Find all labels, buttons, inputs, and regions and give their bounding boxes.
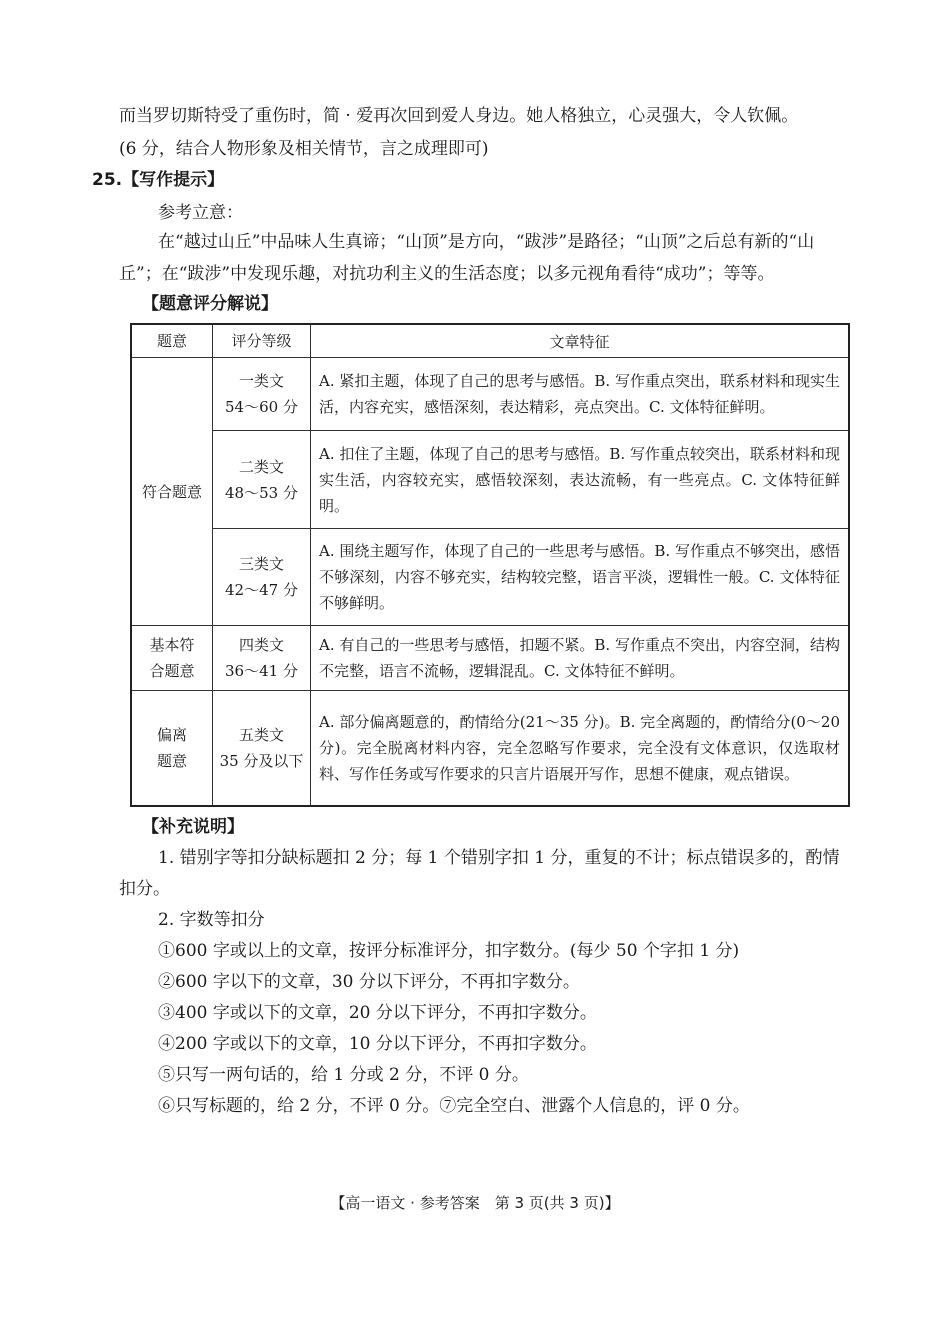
grade-cell	[213, 431, 311, 529]
table-header-row	[131, 324, 849, 358]
reference-line-1: 在“越过山丘”中品味人生真谛；“山顶”是方向，“跋涉”是路径；“山顶”之后总有新的“山	[158, 232, 815, 252]
question-25-heading: 25.【写作提示】	[92, 170, 225, 190]
topic-cell-match: 符合题意	[131, 358, 213, 626]
grade-cell	[213, 529, 311, 626]
reference-label: 参考立意：	[158, 203, 243, 223]
table-row	[131, 358, 849, 431]
grading-table	[130, 323, 850, 807]
grade-name: 一类文	[238, 372, 284, 390]
supplement-item-1-line-2: 扣分。	[119, 879, 170, 899]
supplement-heading: 【补充说明】	[142, 817, 244, 837]
page-footer: 【高一语文 · 参考答案 第 3 页(共 3 页)】	[330, 1194, 620, 1212]
table-row	[131, 529, 849, 626]
header-grade: 评分等级	[213, 324, 311, 358]
table-row	[131, 431, 849, 529]
grade-range: 42～47 分	[225, 581, 298, 599]
grade-name: 三类文	[238, 555, 284, 573]
grade-range: 36～41 分	[225, 662, 298, 680]
feature-cell: A. 有自己的一些思考与感悟，扣题不紧。B. 写作重点不突出，内容空洞，结构不完整，语言不流畅，逻辑混乱。C. 文体特征不鲜明。	[311, 626, 850, 691]
rule-1: ①600 字或以上的文章，按评分标准评分，扣字数分。(每少 50 个字扣 1 分)	[158, 941, 740, 961]
grade-range: 48～53 分	[225, 483, 298, 502]
rule-6: ⑥只写标题的，给 2 分，不评 0 分。⑦完全空白、泄露个人信息的，评 0 分。	[158, 1096, 750, 1116]
feature-cell: A. 扣住了主题，体现了自己的思考与感悟。B. 写作重点较突出，联系材料和现实生活，内容较充实，感悟较深刻，表达流畅，有一些亮点。C. 文体特征鲜明。	[311, 431, 850, 529]
header-features: 文章特征	[311, 324, 850, 358]
table-row	[131, 626, 849, 691]
table-heading: 【题意评分解说】	[142, 294, 278, 314]
header-topic: 题意	[131, 324, 213, 358]
grade-range: 35 分及以下	[219, 751, 304, 770]
intro-line-1: 而当罗切斯特受了重伤时，简 · 爱再次回到爱人身边。她人格独立，心灵强大，令人钦佩。	[119, 106, 799, 126]
grade-range: 54～60 分	[225, 398, 298, 416]
rule-2: ②600 字以下的文章，30 分以下评分，不再扣字数分。	[158, 972, 580, 992]
rule-4: ④200 字或以下的文章，10 分以下评分，不再扣字数分。	[158, 1034, 597, 1054]
grade-cell	[213, 626, 311, 691]
intro-line-2: (6 分，结合人物形象及相关情节，言之成理即可)	[119, 139, 489, 159]
rule-5: ⑤只写一两句话的，给 1 分或 2 分，不评 0 分。	[158, 1065, 529, 1085]
feature-cell: A. 围绕主题写作，体现了自己的一些思考与感悟。B. 写作重点不够突出，感悟不够深刻，内容不够充实，结构较完整，语言平淡，逻辑性一般。C. 文体特征不够鲜明。	[311, 529, 850, 626]
reference-line-2: 丘”；在“跋涉”中发现乐趣，对抗功利主义的生活态度；以多元视角看待“成功”；等等。	[119, 264, 775, 284]
grade-cell	[213, 358, 311, 431]
topic-cell-basic: 基本符 合题意	[131, 626, 213, 691]
grade-name: 四类文	[238, 636, 284, 654]
table-row	[131, 691, 849, 806]
grade-name: 五类文	[238, 725, 284, 744]
grade-cell	[213, 691, 311, 806]
supplement-item-2: 2. 字数等扣分	[158, 910, 265, 930]
rule-3: ③400 字或以下的文章，20 分以下评分，不再扣字数分。	[158, 1003, 597, 1023]
topic-cell-off: 偏离 题意	[131, 691, 213, 806]
supplement-item-1-line-1: 1. 错别字等扣分缺标题扣 2 分；每 1 个错别字扣 1 分，重复的不计；标点错误多的，酌情	[158, 848, 840, 868]
feature-cell: A. 紧扣主题，体现了自己的思考与感悟。B. 写作重点突出，联系材料和现实生活，内容充实，感悟深刻，表达精彩，亮点突出。C. 文体特征鲜明。	[311, 358, 850, 431]
grade-name: 二类文	[238, 457, 284, 476]
feature-cell: A. 部分偏离题意的，酌情给分(21～35 分)。B. 完全离题的，酌情给分(0～20 分)。完全脱离材料内容，完全忽略写作要求，完全没有文体意识，仅选取材料、写作任务或写作要求的只言片语展开写作，思想不健康，观点错误。	[311, 691, 850, 806]
